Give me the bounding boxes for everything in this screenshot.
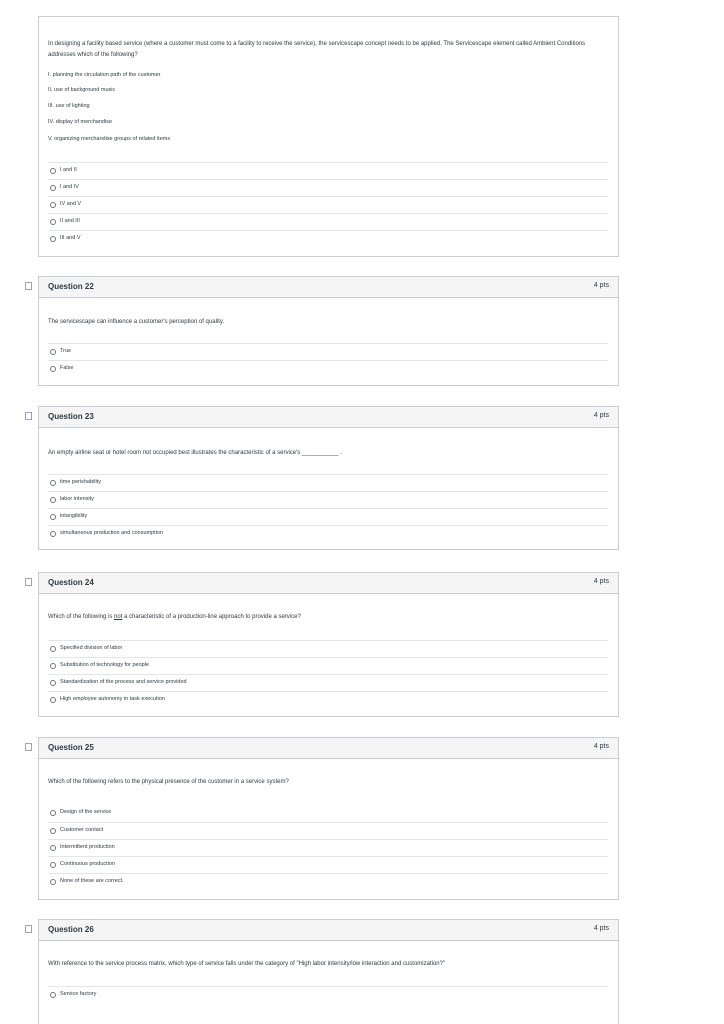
radio-button[interactable] [50, 514, 56, 520]
question-points: 4 pts [593, 925, 609, 932]
radio-button[interactable] [50, 828, 56, 834]
radio-button[interactable] [50, 349, 56, 355]
radio-button[interactable] [50, 646, 56, 652]
answer-option[interactable]: Continuous production [48, 856, 608, 873]
answer-option[interactable]: III and V [48, 230, 608, 247]
radio-button[interactable] [50, 810, 56, 816]
answer-option[interactable]: labor intensity [48, 491, 608, 508]
flag-question-icon[interactable] [25, 743, 32, 751]
question-24-card [38, 572, 619, 717]
answer-option[interactable]: I and IV [48, 179, 608, 196]
radio-button[interactable] [50, 531, 56, 537]
question-points: 4 pts [593, 743, 609, 750]
question-header [39, 277, 618, 298]
question-text: Which of the following refers to the physical presence of the customer in a service system? [48, 779, 289, 785]
question-22-card [38, 276, 619, 386]
answer-option[interactable]: II and III [48, 213, 608, 230]
radio-button[interactable] [50, 992, 56, 998]
flag-question-icon[interactable] [25, 925, 32, 933]
answer-option[interactable]: False [48, 360, 608, 377]
question-header [39, 407, 618, 428]
question-21-card [38, 16, 619, 257]
question-points: 4 pts [593, 412, 609, 419]
radio-button[interactable] [50, 480, 56, 486]
radio-button[interactable] [50, 663, 56, 669]
question-text: With reference to the service process matrix, which type of service falls under the category of "High labor intensity/low interaction and customization?" [48, 961, 446, 967]
question-text: An empty airline seat or hotel room not occupied best illustrates the characteristic of a service's ___________ . [48, 450, 342, 456]
answer-option[interactable]: simultaneous production and consumption [48, 525, 608, 542]
radio-button[interactable] [50, 680, 56, 686]
answer-option[interactable]: Intermittent production [48, 839, 608, 856]
answer-option[interactable]: High employee autonomy in task execution [48, 691, 608, 708]
answer-option[interactable]: None of these are correct. [48, 873, 608, 890]
answer-option[interactable]: True [48, 343, 608, 360]
question-text: Which of the following is not a characteristic of a production-line approach to provide a service? [48, 614, 301, 620]
flag-question-icon[interactable] [25, 412, 32, 420]
question-header [39, 573, 618, 594]
statement: IV. display of merchandise [48, 119, 112, 125]
answer-option[interactable]: IV and V [48, 196, 608, 213]
answer-option[interactable]: time perishability [48, 474, 608, 491]
answer-option[interactable]: Design of the service [48, 805, 608, 821]
radio-button[interactable] [50, 862, 56, 868]
question-26-card [38, 919, 619, 1024]
answer-option[interactable]: I and II [48, 162, 608, 179]
answer-option[interactable]: Substitution of technology for people [48, 657, 608, 674]
question-points: 4 pts [593, 578, 609, 585]
question-23-card [38, 406, 619, 550]
answer-option[interactable]: Service factory [48, 986, 608, 1003]
question-title: Question 22 [48, 282, 94, 291]
answer-option[interactable]: Specified division of labor [48, 640, 608, 657]
question-header [39, 920, 618, 941]
statement: V. organizing merchandise groups of related items [48, 136, 171, 142]
radio-button[interactable] [50, 219, 56, 225]
statement: I. planning the circulation path of the customer [48, 72, 161, 78]
question-title: Question 23 [48, 412, 94, 421]
flag-question-icon[interactable] [25, 578, 32, 586]
radio-button[interactable] [50, 168, 56, 174]
question-title: Question 24 [48, 578, 94, 587]
question-text: The servicescape can influence a customer's perception of quality. [48, 319, 225, 325]
radio-button[interactable] [50, 879, 56, 885]
question-points: 4 pts [593, 282, 609, 289]
answer-option[interactable]: Customer contact [48, 822, 608, 839]
radio-button[interactable] [50, 202, 56, 208]
question-title: Question 25 [48, 743, 94, 752]
flag-question-icon[interactable] [25, 282, 32, 290]
statement: II. use of background music [48, 87, 116, 93]
answer-option[interactable]: intangibility [48, 508, 608, 525]
radio-button[interactable] [50, 845, 56, 851]
radio-button[interactable] [50, 236, 56, 242]
radio-button[interactable] [50, 497, 56, 503]
question-25-card [38, 737, 619, 900]
statement: III. use of lighting [48, 103, 90, 109]
radio-button[interactable] [50, 185, 56, 191]
emphasis-not: not [114, 614, 123, 620]
question-header [39, 738, 618, 759]
radio-button[interactable] [50, 697, 56, 703]
question-title: Question 26 [48, 925, 94, 934]
answer-option[interactable]: Standardization of the process and service provided [48, 674, 608, 691]
question-text: In designing a facility based service (where a customer must come to a facility to receive the service), the servicescape concept needs to be applied. The Servicescape element called Ambient Conditions addresses which of the following? [48, 41, 586, 58]
radio-button[interactable] [50, 366, 56, 372]
